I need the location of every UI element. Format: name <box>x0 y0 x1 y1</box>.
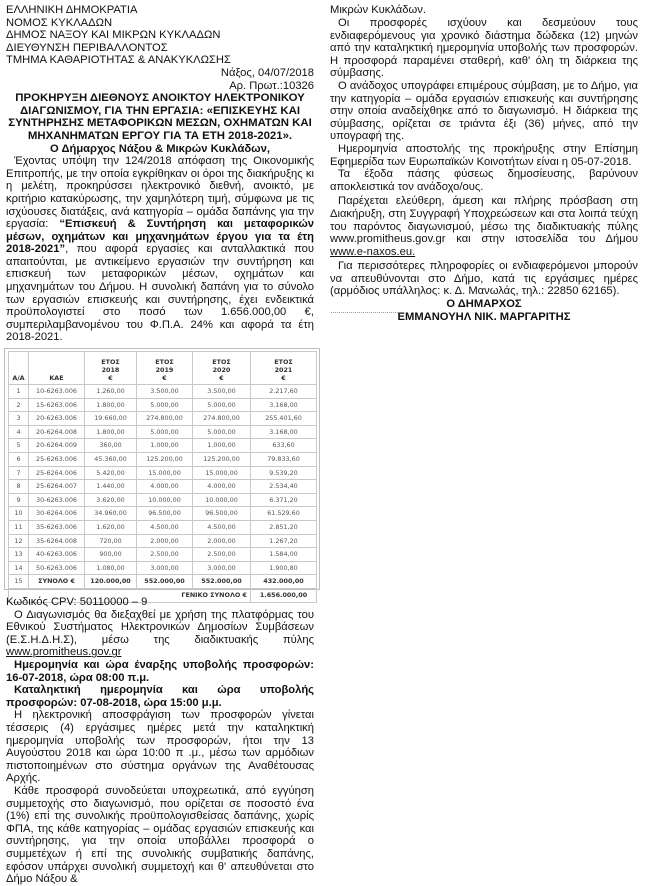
header-text: 2020 <box>212 366 231 375</box>
table-body <box>9 385 317 603</box>
table-cell: 2 <box>9 398 29 412</box>
issuer-header <box>6 4 314 67</box>
table-cell: 2.000,00 <box>193 534 251 548</box>
table-cell: 4.000,00 <box>137 480 193 494</box>
table-cell: 255.401,60 <box>251 412 317 426</box>
guarantee-paragraph: Κάθε προσφορά συνοδεύεται υποχρεωτικά, από εγγύηση συμμετοχής στο διαγωνισμό, που ορίζεται σε ποσοστό ένα (1%) επί της συνολικής προϋπολογισθείσας δαπάνης, χωρίς ΦΠΑ, της κάθε κατηγορίας – ομάδας εργασιών επισκευής και συντήρησης, για την οποία υποβάλλει προσφορά ο συμμετέχων ή επί της συνολικής συμβατικής δαπάνης, εφόσον υπάρχει συνολική συμμετοχή και θ' απευθύνεται στο Δήμο Νάξου & <box>6 784 314 886</box>
table-cell: 1.260,00 <box>85 385 137 399</box>
signature-role: Ο ΔΗΜΑΡΧΟΣ <box>446 298 522 311</box>
table-cell: 7 <box>9 466 29 480</box>
table-cell: 96.500,00 <box>137 507 193 521</box>
left-column <box>6 4 314 886</box>
total-row <box>9 575 317 589</box>
header-text: ΕΤΟΣ <box>101 358 120 367</box>
table-cell: 274.800,00 <box>193 412 251 426</box>
budget-table <box>8 351 317 603</box>
table-cell: 633,60 <box>251 439 317 453</box>
table-cell: 40-6263.006 <box>29 548 85 562</box>
table-cell: 1.900,80 <box>251 561 317 575</box>
table-row <box>9 493 317 507</box>
header-text: € <box>281 374 286 383</box>
header-year-2021 <box>251 352 317 385</box>
info-paragraph: Για περισσότερες πληροφορίες οι ενδιαφερόμενοι μπορούν να απευθύνονται στο Δήμο, κατά τις εργάσιμες ημέρες (αρμόδιος υπάλληλος: κ. Δ. Μανωλάς, τηλ.: 22850 62165). <box>330 260 638 298</box>
header-text: 2019 <box>155 366 174 375</box>
dotted-separator <box>331 312 398 313</box>
table-row <box>9 439 317 453</box>
table-cell: 360,00 <box>85 439 137 453</box>
grand-total-value: 1.656.000,00 <box>251 588 317 602</box>
right-column-top <box>330 4 638 17</box>
table-cell: 30-6264.006 <box>29 507 85 521</box>
header-line: ΔΙΕΥΘΥΝΣΗ ΠΕΡΙΒΑΛΛΟΝΤΟΣ <box>6 41 168 54</box>
table-cell: 19.660,00 <box>85 412 137 426</box>
table-header-row <box>9 352 317 385</box>
table-cell: 34.960,00 <box>85 507 137 521</box>
table-cell: 96.500,00 <box>193 507 251 521</box>
table-cell: 125.200,00 <box>193 453 251 467</box>
intro-paragraph <box>6 155 314 344</box>
table-cell: 2.217,60 <box>251 385 317 399</box>
table-cell: 20-6264.008 <box>29 425 85 439</box>
header-year-2018 <box>85 352 137 385</box>
table-cell: 1.584,00 <box>251 548 317 562</box>
table-cell: 12 <box>9 534 29 548</box>
table-cell: 2.500,00 <box>193 548 251 562</box>
end-date: Καταληκτική ημερομηνία και ώρα υποβολής προσφορών: 07-08-2018, ώρα 15:00 μ.μ. <box>6 684 314 709</box>
cpv-code: Κωδικός CPV: 50110000 – 9 <box>6 596 148 609</box>
header-text: € <box>162 374 167 383</box>
table-row <box>9 466 317 480</box>
protocol-number: Αρ. Πρωτ.:10326 <box>229 79 314 92</box>
table-cell: 3.500,00 <box>137 385 193 399</box>
document-title: ΠΡΟΚΗΡΥΞΗ ΔΙΕΘΝΟΥΣ ΑΝΟΙΚΤΟΥ ΗΛΕΚΤΡΟΝΙΚΟΥ ΔΙΑΓΩΝΙΣΜΟΥ, ΓΙΑ ΤΗΝ ΕΡΓΑΣΙΑ: «ΕΠΙΣΚΕΥΗΣ ΚΑΙ ΣΥΝΤΗΡΗΣΗΣ ΜΕΤΑΦΟΡΙΚΩΝ ΜΕΣΩΝ, ΟΧΗΜΑΤΩΝ ΚΑΙ ΜΗΧΑΝΗΜΑΤΩΝ ΕΡΓΟΥ ΓΙΑ ΤΑ ΕΤΗ 2018-2021». <box>8 92 312 142</box>
table-row <box>9 480 317 494</box>
header-text: 2021 <box>274 366 293 375</box>
table-cell: 10.000,00 <box>137 493 193 507</box>
table-cell: 720,00 <box>85 534 137 548</box>
promitheus-link[interactable]: www.promitheus.gov.gr <box>6 646 122 659</box>
grand-total-label: ΓΕΝΙΚΟ ΣΥΝΟΛΟ € <box>9 588 251 602</box>
table-cell: 3.620,00 <box>85 493 137 507</box>
table-cell: 5.000,00 <box>193 425 251 439</box>
table-row <box>9 507 317 521</box>
header-year-2020 <box>193 352 251 385</box>
table-row <box>9 548 317 562</box>
table-cell: 10 <box>9 507 29 521</box>
table-cell: 1 <box>9 385 29 399</box>
costs-paragraph: Τα έξοδα πάσης φύσεως δημοσίευσης, βαρύνουν αποκλειστικά τον ανάδοχο/ους. <box>330 168 638 193</box>
signature-name: ΕΜΜΑΝΟΥΗΛ ΝΙΚ. ΜΑΡΓΑΡΙΤΗΣ <box>397 310 571 323</box>
right-column-content <box>330 17 638 323</box>
table-row <box>9 561 317 575</box>
header-text: 2018 <box>101 366 120 375</box>
header-text: ΕΤΟΣ <box>212 358 231 367</box>
table-cell: 5.420,00 <box>85 466 137 480</box>
table-cell: 9.539,20 <box>251 466 317 480</box>
table-row <box>9 534 317 548</box>
table-cell: 11 <box>9 520 29 534</box>
table-cell: 3.000,00 <box>193 561 251 575</box>
table-row <box>9 520 317 534</box>
table-cell: 5.000,00 <box>137 425 193 439</box>
table-cell: 5.000,00 <box>193 398 251 412</box>
table-cell: 3.168,00 <box>251 398 317 412</box>
table-cell: 1.800,00 <box>85 398 137 412</box>
table-cell: 3.168,00 <box>251 425 317 439</box>
table-cell: 1.267,20 <box>251 534 317 548</box>
document-date: Νάξος, 04/07/2018 <box>220 66 314 79</box>
table-cell: 79.833,60 <box>251 453 317 467</box>
total-cell: 120.000,00 <box>85 575 137 589</box>
table-cell: 1.000,00 <box>137 439 193 453</box>
table-cell: 45.360,00 <box>85 453 137 467</box>
table-cell: 8 <box>9 480 29 494</box>
table-cell: 15.000,00 <box>193 466 251 480</box>
header-year-2019 <box>137 352 193 385</box>
total-cell: ΣΥΝΟΛΟ € <box>29 575 85 589</box>
header-text: € <box>108 374 113 383</box>
table-cell: 2.851,20 <box>251 520 317 534</box>
table-cell: 20-6264.009 <box>29 439 85 453</box>
table-cell: 6 <box>9 453 29 467</box>
project-name: “Επισκευή & Συντήρηση και μεταφορικών μέσων, οχημάτων και μηχανημάτων έργου για τα έτη 2018-2021” <box>6 218 314 256</box>
table-cell: 15-6263.006 <box>29 398 85 412</box>
table-row <box>9 398 317 412</box>
access-paragraph <box>330 195 638 258</box>
total-cell: 15 <box>9 575 29 589</box>
table-cell: 5 <box>9 439 29 453</box>
budget-table-frame <box>4 348 320 599</box>
table-cell: 2.500,00 <box>137 548 193 562</box>
table-cell: 15.000,00 <box>137 466 193 480</box>
table-cell: 4 <box>9 425 29 439</box>
table-cell: 1.440,00 <box>85 480 137 494</box>
eu-date-paragraph: Ημερομηνία αποστολής της προκήρυξης στην Επίσημη Εφημερίδα των Ευρωπαϊκών Κοινοτήτων είναι η 05-07-2018. <box>330 142 638 168</box>
contract-paragraph: Ο ανάδοχος υπογράφει επιμέρους σύμβαση, με το Δήμο, για την κατηγορία – ομάδα εργασιών επισκευής και συντήρησης στην οποία αναδείχθηκε από το διαγωνισμό. Η διάρκεια της σύμβασης, ορίζεται σε τριάντα έξι (36) μήνες, από την υπογραφή της. <box>330 79 638 143</box>
table-cell: 125.200,00 <box>137 453 193 467</box>
table-cell: 50-6263.006 <box>29 561 85 575</box>
table-cell: 3.000,00 <box>137 561 193 575</box>
table-cell: 1.080,00 <box>85 561 137 575</box>
header-line: ΔΗΜΟΣ ΝΑΞΟΥ ΚΑΙ ΜΙΚΡΩΝ ΚΥΚΛΑΔΩΝ <box>6 29 221 42</box>
table-cell: 4.500,00 <box>193 520 251 534</box>
table-cell: 6.371,20 <box>251 493 317 507</box>
total-cell: 552.000,00 <box>137 575 193 589</box>
table-cell: 274.800,00 <box>137 412 193 426</box>
header-kae: ΚΑΕ <box>29 352 85 385</box>
table-row <box>9 412 317 426</box>
intro-text-continued: , που αφορά εργασίες και ανταλλακτικά που απαιτούνται, με αντικείμενο εργασιών την συντήρηση και επισκευή των μεταφορικών μέσων, οχημάτων και μηχανημάτων του Δήμου. Η συνολική δαπάνη για το σύνολο των εργασιών επισκευής και συντήρησης, έχει ενδεικτικά προϋπολογιστεί στο ποσό των 1.656.000,00 €, συμπεριλαμβανομένου του Φ.Π.Α. 24% και αφορά τα έτη 2018-2021. <box>6 243 314 344</box>
table-cell: 10-6263.006 <box>29 385 85 399</box>
total-cell: 432.000,00 <box>251 575 317 589</box>
table-row <box>9 385 317 399</box>
continued-text: Μικρών Κυκλάδων. <box>330 4 426 16</box>
table-cell: 13 <box>9 548 29 562</box>
opening-paragraph: Η ηλεκτρονική αποσφράγιση των προσφορών γίνεται τέσσερις (4) εργάσιμες ημέρες μετά την καταληκτική ημερομηνία υποβολής των προσφορών, ήτοι την 13 Αυγούστου 2018 και ώρα 10:00 π .μ., μέσω των αρμόδιων πιστοποιημένων στο σύστημα οργάνων της Αναθέτουσας Αρχής. <box>6 709 314 785</box>
table-cell: 35-6264.008 <box>29 534 85 548</box>
table-cell: 2.534,40 <box>251 480 317 494</box>
table-cell: 35-6263.006 <box>29 520 85 534</box>
table-cell: 25-6264.006 <box>29 466 85 480</box>
table-cell: 5.000,00 <box>137 398 193 412</box>
header-line: ΕΛΛΗΝΙΚΗ ΔΗΜΟΚΡΑΤΙΑ <box>6 4 138 16</box>
header-line: ΝΟΜΟΣ ΚΥΚΛΑΔΩΝ <box>6 16 113 29</box>
table-cell: 14 <box>9 561 29 575</box>
validity-paragraph: Οι προσφορές ισχύουν και δεσμεύουν τους ενδιαφερόμενους για χρονικό διάστημα δώδεκα (12) μηνών από την καταληκτική ημερομηνία υποβολής των προσφορών. Η προσφορά παραμένει σταθερή, καθ' όλη τη διάρκεια της σύμβασης. <box>330 17 638 80</box>
mayor-line: Ο Δήμαρχος Νάξου & Μικρών Κυκλάδων, <box>50 142 270 155</box>
table-cell: 61.529,60 <box>251 507 317 521</box>
table-cell: 20-6263.006 <box>29 412 85 426</box>
table-cell: 3.500,00 <box>193 385 251 399</box>
header-text: ΕΤΟΣ <box>155 358 174 367</box>
header-text: € <box>219 374 224 383</box>
table-cell: 1.620,00 <box>85 520 137 534</box>
access-text: Παρέχεται ελεύθερη, άμεση και πλήρης πρόσβαση στη Διακήρυξη, στη Συγγραφή Υποχρεώσεων και στα λοιπά τεύχη του παρόντος διαγωνισμού, μέσω της διαδικτυακής πύλης www.promitheus.gov.gr και στην ιστοσελίδα του Δήμου <box>330 195 638 246</box>
table-cell: 2.000,00 <box>137 534 193 548</box>
total-cell: 552.000,00 <box>193 575 251 589</box>
table-cell: 25-6263.006 <box>29 453 85 467</box>
table-cell: 1.000,00 <box>193 439 251 453</box>
table-cell: 10.000,00 <box>193 493 251 507</box>
header-aa: Α/Α <box>9 352 29 385</box>
header-line: ΤΜΗΜΑ ΚΑΘΑΡΙΟΤΗΤΑΣ & ΑΝΑΚΥΚΛΩΣΗΣ <box>6 54 231 67</box>
table-cell: 9 <box>9 493 29 507</box>
table-cell: 900,00 <box>85 548 137 562</box>
start-date: Ημερομηνία και ώρα έναρξης υποβολής προσφορών: 16-07-2018, ώρα 08:00 π.μ. <box>6 659 314 684</box>
platform-paragraph <box>6 609 314 659</box>
intro-text: Έχοντας υπόψη την 124/2018 απόφαση της Οικονομικής Επιτροπής, με την οποία εγκρίθηκαν οι όροι της διακήρυξης κι η μελέτη, προκηρύσσει ηλεκτρονικό διεθνή, ανοικτό, με κριτήριο κατακύρωσης, την χαμηλότερη τιμή, σύμφωνα με τις ισχύουσες διατάξεις, ανά κατηγορία – ομάδα δαπάνης για την εργασία: <box>6 155 314 231</box>
table-cell: 3 <box>9 412 29 426</box>
table-cell: 4.500,00 <box>137 520 193 534</box>
table-cell: 25-6264.007 <box>29 480 85 494</box>
table-cell: 1.800,00 <box>85 425 137 439</box>
table-cell: 4.000,00 <box>193 480 251 494</box>
header-text: ΕΤΟΣ <box>274 358 293 367</box>
table-row <box>9 453 317 467</box>
platform-text: Ο Διαγωνισμός θα διεξαχθεί με χρήση της πλατφόρμας του Εθνικού Συστήματος Ηλεκτρονικών Δημοσίων Συμβάσεων (Ε.Σ.Η.Δ.Η.Σ), μέσω της διαδικτυακής πύλης <box>6 608 314 646</box>
naxos-link[interactable]: www.e-naxos.eu. <box>330 245 416 258</box>
table-row <box>9 425 317 439</box>
table-cell: 30-6263.006 <box>29 493 85 507</box>
